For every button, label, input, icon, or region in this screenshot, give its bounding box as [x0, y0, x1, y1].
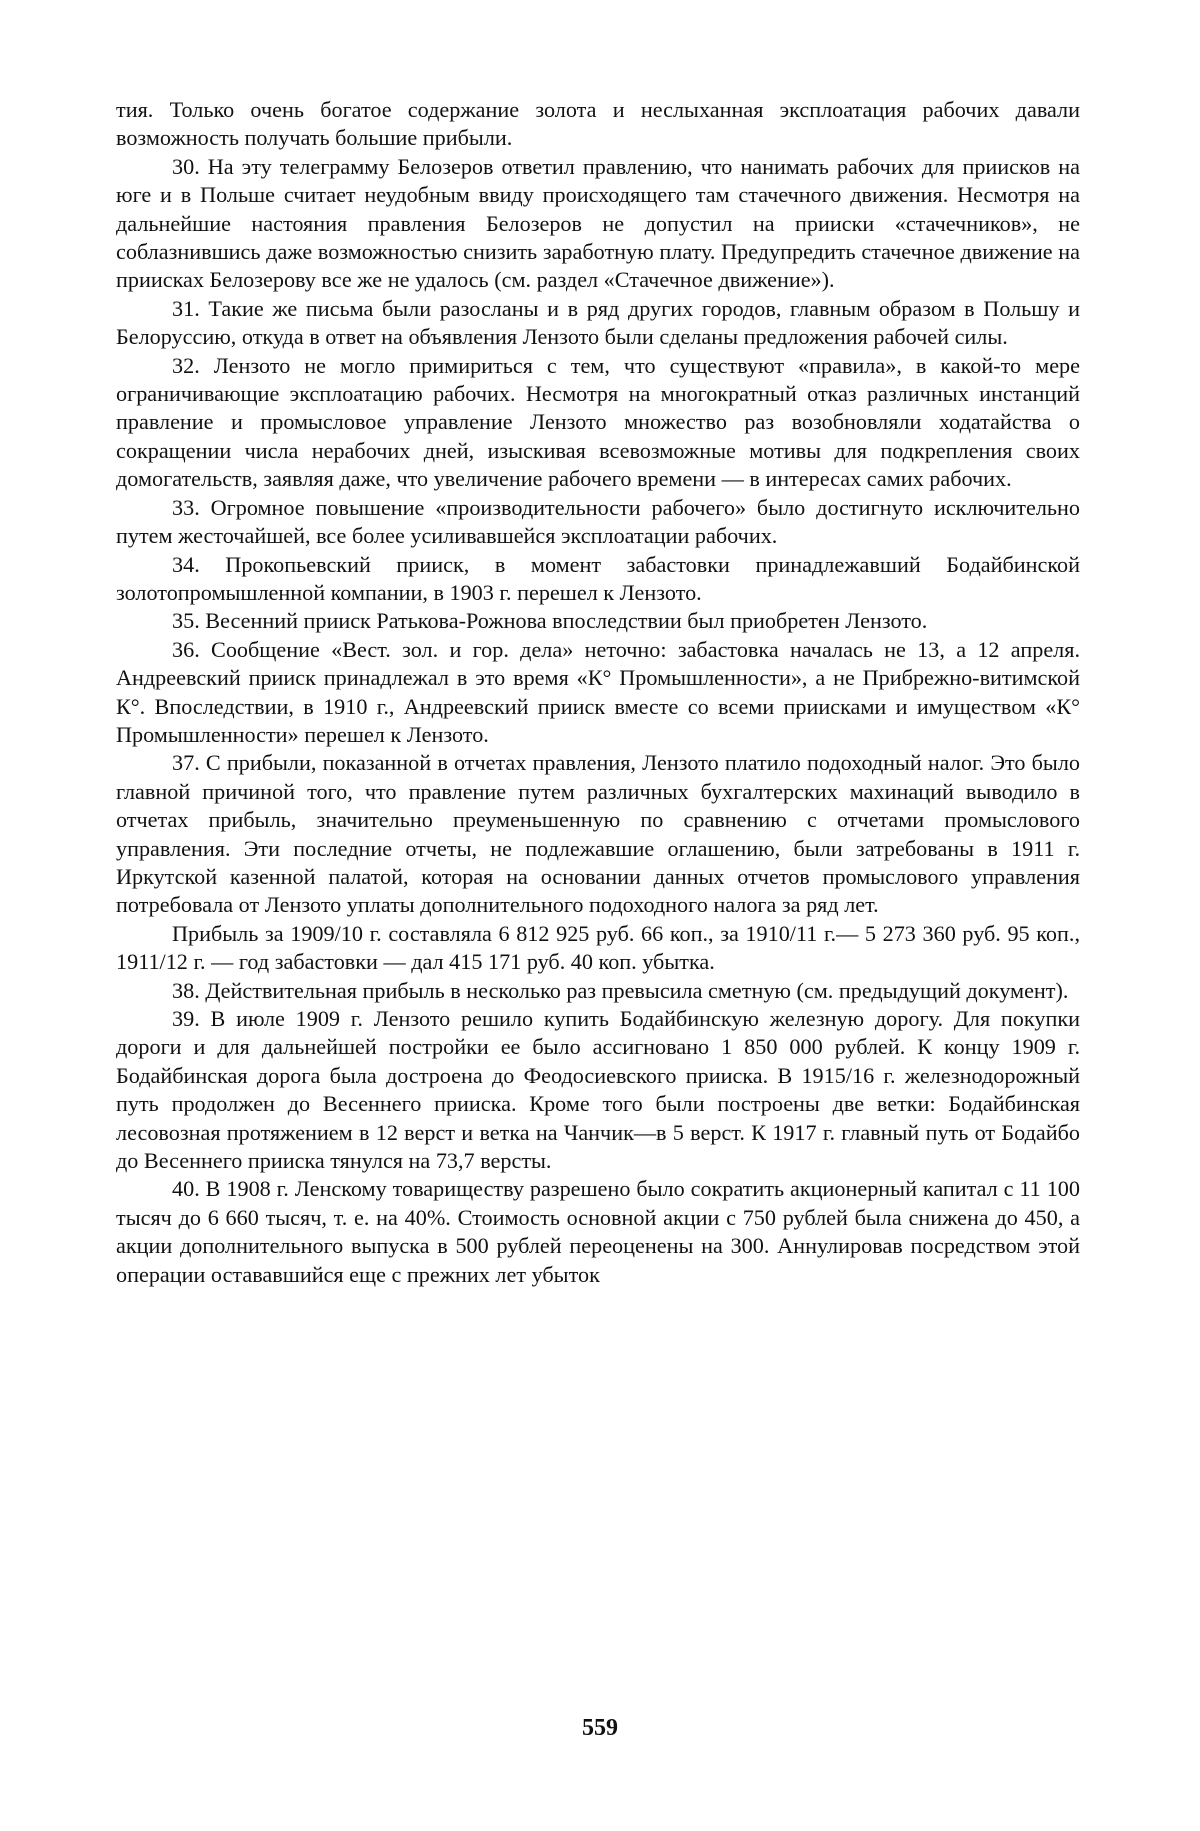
note-31: 31. Такие же письма были разосланы и в ряд других городов, главным образом в Польшу и Белоруссию, откуда в ответ на объявления Лензото были сделаны предложения рабочей силы.	[116, 295, 1080, 350]
note-30: 30. На эту телеграмму Белозеров ответил правлению, что нанимать рабочих для приисков на юге и в Польше считает неудобным ввиду происходящего там стачечного движения. Несмотря на дальнейшие настояния правления Белозеров не допустил на прииски «стачечников», не соблазнившись даже возможностью снизить заработную плату. Предупредить стачечное движение на приисках Белозерову все же не удалось (см. раздел «Стачечное движение»).	[116, 153, 1080, 293]
note-33: 33. Огромное повышение «производительности рабочего» было достигнуто исключительно путем жесточайшей, все более усиливавшейся эксплоатации рабочих.	[116, 494, 1080, 549]
note-39: 39. В июле 1909 г. Лензото решило купить Бодайбинскую железную дорогу. Для покупки дороги и для дальнейшей постройки ее было ассигновано 1 850 000 рублей. К концу 1909 г. Бодайбинская дорога была достроена до Феодосиевского прииска. В 1915/16 г. железнодорожный путь продолжен до Весеннего прииска. Кроме того были построены две ветки: Бодайбинская лесовозная протяжением в 12 верст и ветка на Чанчик—в 5 верст. К 1917 г. главный путь от Бодайбо до Весеннего прииска тянулся на 73,7 версты.	[116, 1006, 1080, 1174]
paragraph-continuation: тия. Только очень богатое содержание золота и неслыханная эксплоатация рабочих давали возможность получать большие прибыли.	[116, 97, 1080, 151]
note-40: 40. В 1908 г. Ленскому товариществу разрешено было сократить акционерный капитал с 11 100 тысяч до 6 660 тысяч, т. е. на 40%. Стоимость основной акции с 750 рублей была снижена до 450, а акции дополнительного выпуска в 500 рублей переоценены на 300. Аннулировав посредством этой операции остававшийся еще с прежних лет убыток	[116, 1176, 1080, 1287]
note-32: 32. Лензото не могло примириться с тем, что существуют «правила», в какой-то мере ограничивающие эксплоатацию рабочих. Несмотря на многократный отказ различных инстанций правление и промысловое управление Лензото множество раз возобновляли ходатайства о сокращении числа нерабочих дней, изыскивая всевозможные мотивы для подкрепления своих домогательств, заявляя даже, что увеличение рабочего времени — в интересах самих рабочих.	[116, 352, 1080, 492]
page-body	[116, 96, 1080, 1289]
note-37-profit: Прибыль за 1909/10 г. составляла 6 812 925 руб. 66 коп., за 1910/11 г.— 5 273 360 руб. 95 коп., 1911/12 г. — год забастовки — дал 415 171 руб. 40 коп. убытка.	[116, 920, 1080, 975]
note-37: 37. С прибыли, показанной в отчетах правления, Лензото платило подоходный налог. Это было главной причиной того, что правление путем различных бухгалтерских махинаций выводило в отчетах прибыль, значительно преуменьшенную по сравнению с отчетами промыслового управления. Эти последние отчеты, не подлежавшие оглашению, были затребованы в 1911 г. Иркутской казенной палатой, которая на основании данных отчетов промыслового управления потребовала от Лензото уплаты дополнительного подоходного налога за ряд лет.	[116, 750, 1080, 918]
page-number: 559	[582, 1715, 618, 1741]
note-36: 36. Сообщение «Вест. зол. и гор. дела» неточно: забастовка началась не 13, а 12 апреля. Андреевский прииск принадлежал в это время «К° Промышленности», а не Прибрежно-витимской К°. Впоследствии, в 1910 г., Андреевский прииск вместе со всеми приисками и имуществом «К° Промышленности» перешел к Лензото.	[116, 636, 1080, 747]
note-35: 35. Весенний прииск Ратькова-Рожнова впоследствии был приобретен Лензото.	[172, 608, 928, 634]
note-34: 34. Прокопьевский прииск, в момент забастовки принадлежавший Бодайбинской золотопромышленной компании, в 1903 г. перешел к Лензото.	[116, 551, 1080, 605]
note-38: 38. Действительная прибыль в несколько раз превысила сметную (см. предыдущий документ).	[172, 977, 1069, 1003]
